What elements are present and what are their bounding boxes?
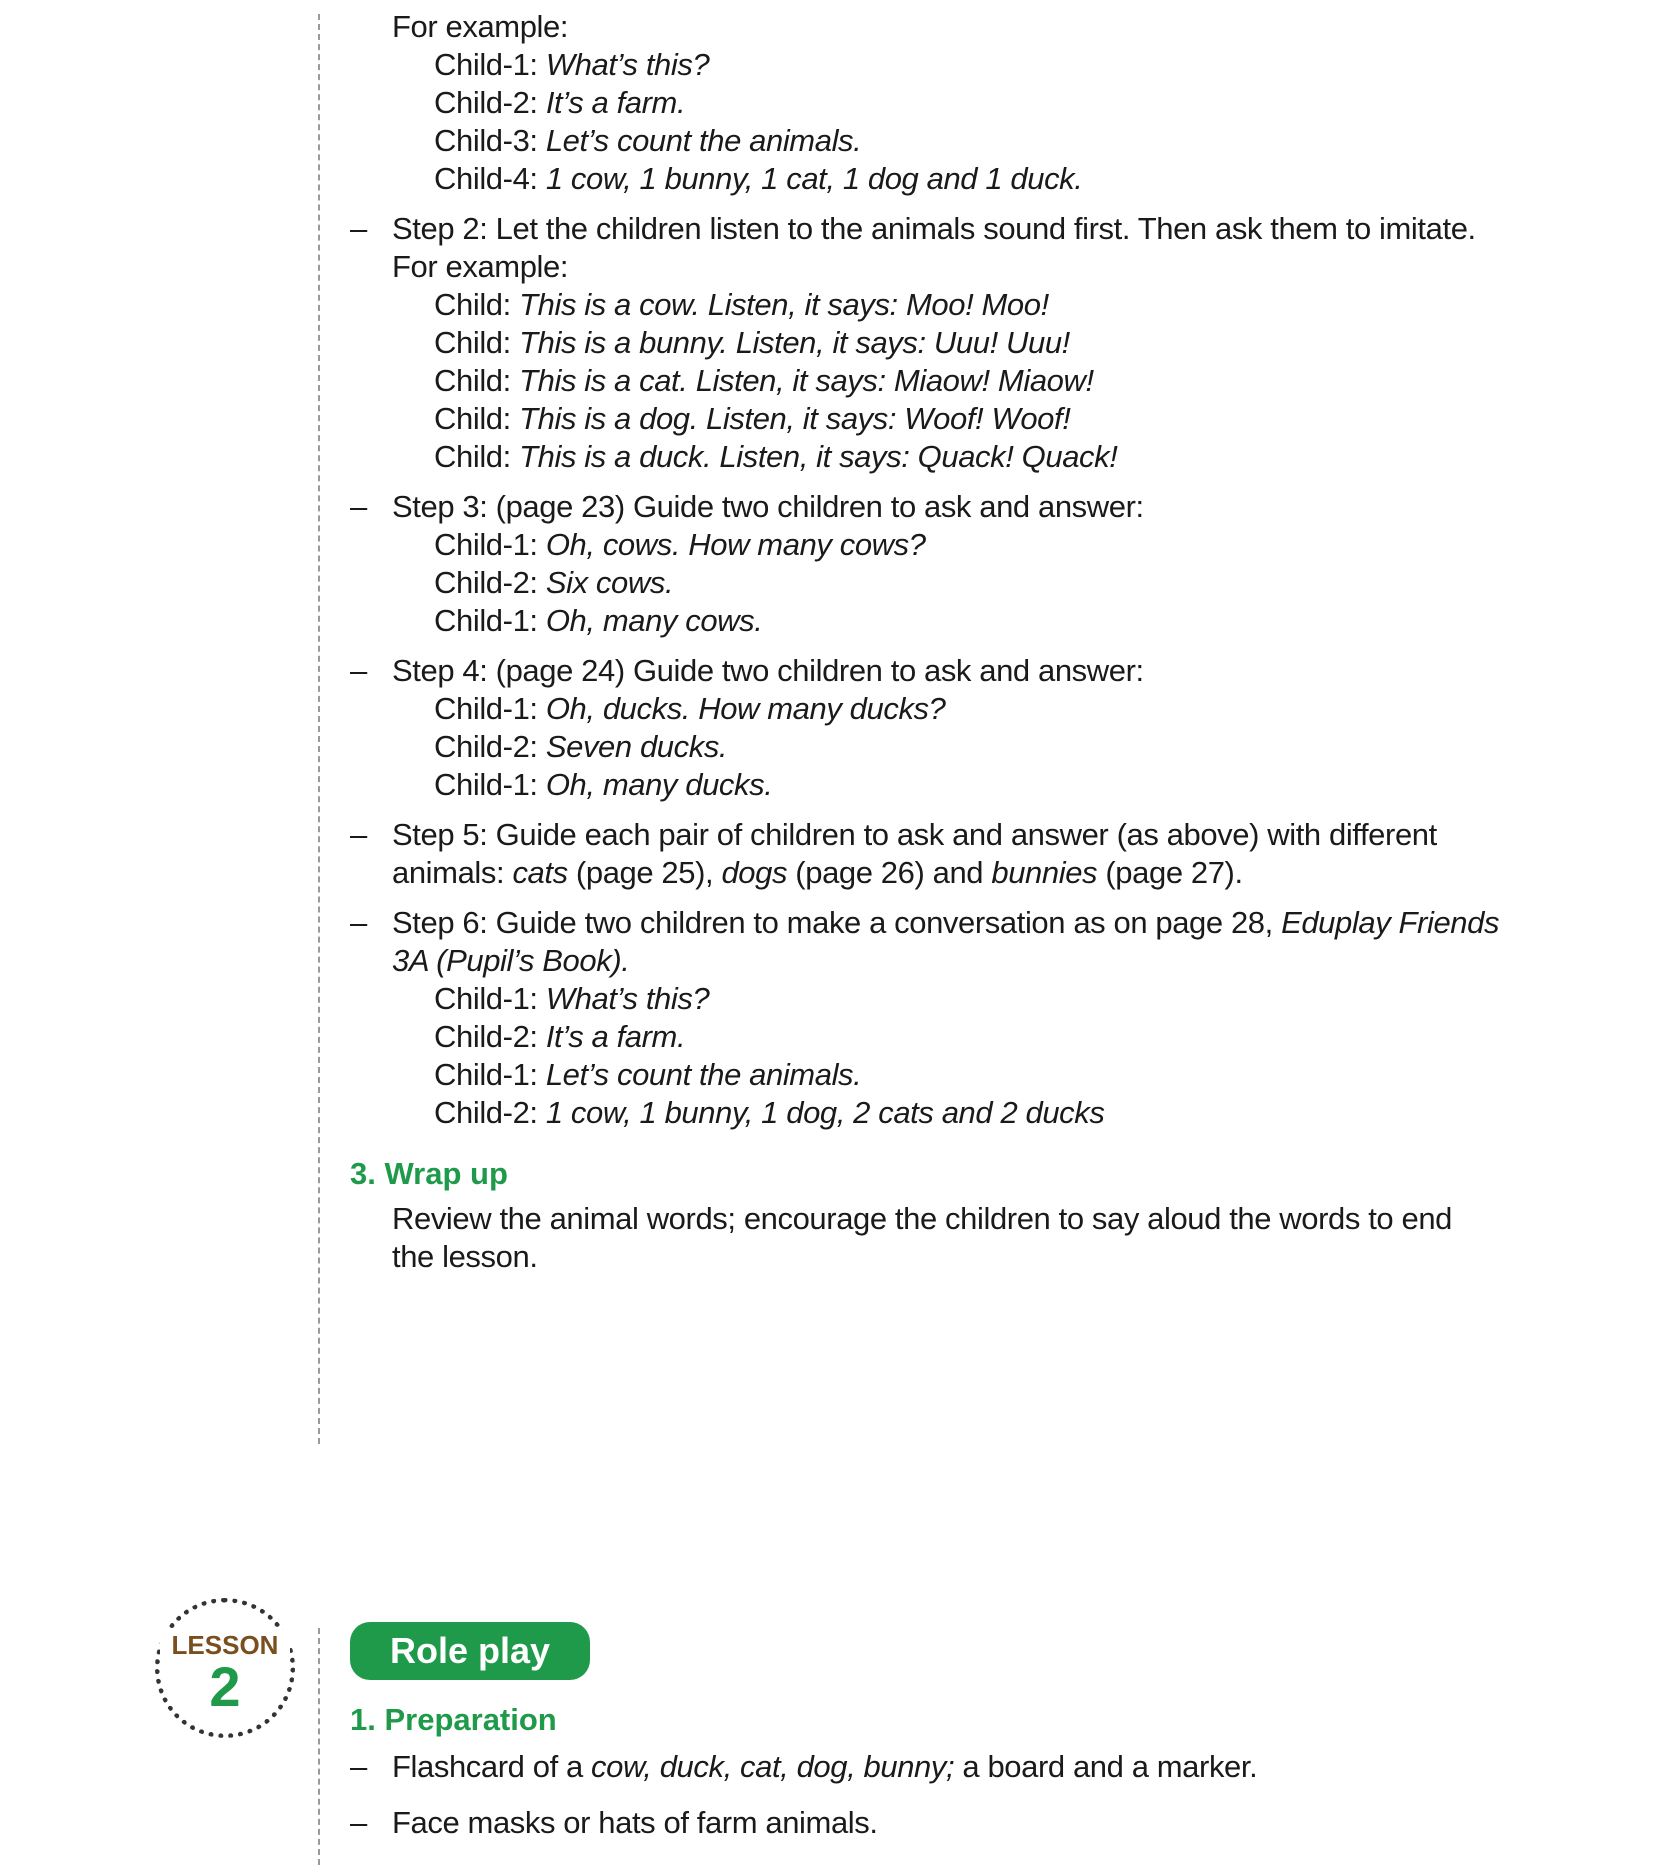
dialog-line: Child-2: It’s a farm. bbox=[434, 85, 686, 120]
step-2-text: Step 2: Let the children listen to the animals sound first. Then ask them to imitate. bbox=[392, 211, 1476, 246]
step-5-text: Step 5: Guide each pair of children to ask and answer (as above) with different bbox=[392, 817, 1437, 852]
wrap-up-paragraph: Review the animal words; encourage the children to say aloud the words to end the lesson. bbox=[392, 1201, 1452, 1274]
step-5-text-line2: animals: cats (page 25), dogs (page 26) and bunnies (page 27). bbox=[392, 855, 1243, 890]
dialog-block-1 bbox=[350, 46, 1500, 198]
step-4 bbox=[350, 652, 1500, 690]
dialog-line: Child-2: It’s a farm. bbox=[434, 1019, 686, 1054]
dialog-line: Child-1: Oh, ducks. How many ducks? bbox=[434, 691, 946, 726]
dash-bullet: – bbox=[350, 817, 368, 852]
dialog-line: Child-1: Oh, many cows. bbox=[434, 603, 763, 638]
dash-bullet: – bbox=[350, 489, 368, 524]
lesson-badge bbox=[155, 1598, 295, 1738]
lesson-number: 2 bbox=[209, 1655, 241, 1718]
dialog-line: Child-2: Six cows. bbox=[434, 565, 674, 600]
dash-bullet: – bbox=[350, 211, 368, 246]
dash-bullet: – bbox=[350, 905, 368, 940]
dialog-line: Child: This is a cat. Listen, it says: Miaow! Miaow! bbox=[434, 363, 1094, 398]
lesson-title-pill: Role play bbox=[350, 1622, 590, 1680]
step-3 bbox=[350, 488, 1500, 526]
dialog-block-4 bbox=[350, 690, 1500, 804]
lesson1-content bbox=[350, 8, 1500, 1276]
step-2-for-example: For example: bbox=[392, 249, 569, 284]
wrap-up-heading: 3. Wrap up bbox=[350, 1156, 508, 1191]
step-2 bbox=[350, 210, 1500, 286]
dialog-line: Child-1: What’s this? bbox=[434, 981, 710, 1016]
step-4-text: Step 4: (page 24) Guide two children to ask and answer: bbox=[392, 653, 1144, 688]
dialog-line: Child-1: Oh, cows. How many cows? bbox=[434, 527, 926, 562]
lesson2-content bbox=[350, 1700, 1500, 1842]
dialog-line: Child: This is a duck. Listen, it says: Quack! Quack! bbox=[434, 439, 1118, 474]
dialog-block-2 bbox=[350, 286, 1500, 476]
dialog-block-6 bbox=[350, 980, 1500, 1132]
step-3-text: Step 3: (page 23) Guide two children to ask and answer: bbox=[392, 489, 1144, 524]
dash-bullet: – bbox=[350, 653, 368, 688]
dialog-line: Child-3: Let’s count the animals. bbox=[434, 123, 862, 158]
dialog-line: Child-1: Oh, many ducks. bbox=[434, 767, 773, 802]
step-5 bbox=[350, 816, 1500, 892]
lesson-label: LESSON bbox=[160, 1630, 290, 1661]
margin-divider-bottom bbox=[318, 1628, 320, 1865]
for-example-label: For example: bbox=[392, 9, 569, 44]
preparation-heading: 1. Preparation bbox=[350, 1702, 557, 1737]
dialog-line: Child: This is a dog. Listen, it says: Woof! Woof! bbox=[434, 401, 1071, 436]
step-6-text: Step 6: Guide two children to make a conversation as on page 28, Eduplay Friends bbox=[392, 905, 1500, 940]
dialog-line: Child: This is a bunny. Listen, it says: Uuu! Uuu! bbox=[434, 325, 1070, 360]
dialog-block-3 bbox=[350, 526, 1500, 640]
dialog-line: Child-1: What’s this? bbox=[434, 47, 710, 82]
dash-bullet: – bbox=[350, 1805, 368, 1840]
dialog-line: Child: This is a cow. Listen, it says: Moo! Moo! bbox=[434, 287, 1049, 322]
step-6-text-line2: 3A (Pupil’s Book). bbox=[392, 943, 630, 978]
prep-item-2: – Face masks or hats of farm animals. bbox=[350, 1805, 878, 1840]
dialog-line: Child-4: 1 cow, 1 bunny, 1 cat, 1 dog and 1 duck. bbox=[434, 161, 1083, 196]
dash-bullet: – bbox=[350, 1749, 368, 1784]
prep-item-1: – Flashcard of a cow, duck, cat, dog, bunny; a board and a marker. bbox=[350, 1749, 1258, 1784]
dialog-line: Child-2: Seven ducks. bbox=[434, 729, 728, 764]
dialog-line: Child-1: Let’s count the animals. bbox=[434, 1057, 862, 1092]
dialog-line: Child-2: 1 cow, 1 bunny, 1 dog, 2 cats and 2 ducks bbox=[434, 1095, 1105, 1130]
step-6 bbox=[350, 904, 1500, 980]
margin-divider-top bbox=[318, 14, 320, 1444]
